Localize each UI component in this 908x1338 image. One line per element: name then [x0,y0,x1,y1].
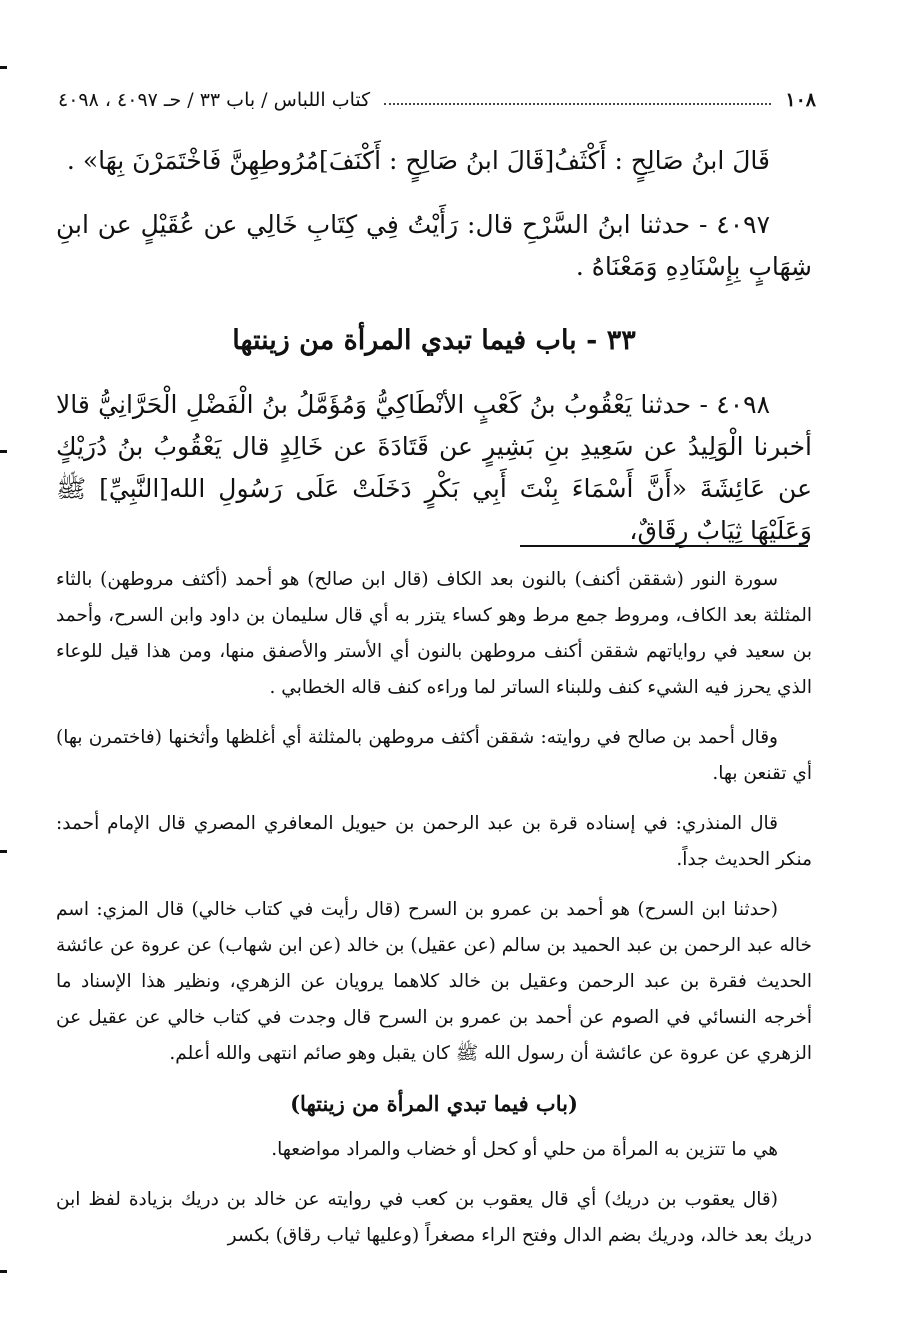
margin-mark [0,1270,7,1273]
main-paragraph: قَالَ ابنُ صَالِحٍ : أَكْثَفُ[قَالَ ابنُ صَالِحٍ : أَكْنَفَ]مُرُوطِهِنَّ فَاخْتَمَرْنَ بِهَا» . [66,146,770,175]
header-dot-leader [384,95,771,105]
commentary-paragraph: (حدثنا ابن السرح) هو أحمد بن عمرو بن السرح (قال رأيت في كتاب خالي) قال المزي: اسم خاله عبد الرحمن بن عبد الحميد بن سالم (عن عقيل) بن خالد (عن ابن شهاب) عن عروة عن عائشة الحديث فقرة بن عبد الرحمن وعقيل بن خالد كلاهما يرويان عن الزهري، ونظير هذا الإسناد ما أخرجه النسائي في الصوم عن أحمد بن عمرو بن السرح قال وجدت في كتاب خالي عن عقيل عن الزهري عن عروة عن عائشة أن رسول الله ﷺ كان يقبل وهو صائم انتهى والله أعلم. [56,899,812,1064]
main-text [56,140,812,552]
hadith-4097: ٤٠٩٧ - حدثنا ابنُ السَّرْحِ قال: رَأَيْتُ فِي كِتَابِ خَالِي عن عُقَيْلٍ عن ابنِ شِهَابٍ بِإِسْنَادِهِ وَمَعْنَاهُ . [56,210,812,281]
running-title: كتاب اللباس / باب ٣٣ / حـ ٤٠٩٧ ، ٤٠٩٨ [58,89,371,111]
commentary-paragraph: سورة النور (شققن أكنف) بالنون بعد الكاف (قال ابن صالح) هو أحمد (أكثف مروطهن) بالثاء المثلثة بعد الكاف، ومروط جمع مرط وهو كساء يتزر به أي قال سليمان بن داود وابن السرح، وأحمد بن سعيد في رواياتهم شققن أكنف مروطهن بالنون أي الأستر والأصفق منها، ومن هذا قيل للوعاء الذي يحرز فيه الشيء كنف وللبناء الساتر لما وراءه كنف قاله الخطابي . [56,569,812,698]
margin-mark [0,450,7,453]
commentary-paragraph: وقال أحمد بن صالح في روايته: شققن أكثف مروطهن بالمثلثة أي أغلظها وأثخنها (فاختمرن بها) أي تقنعن بها. [56,727,812,784]
commentary-paragraph: (قال يعقوب بن دريك) أي قال يعقوب بن كعب في روايته عن خالد بن دريك بزيادة لفظ ابن دريك بعد خالد، ودريك بضم الدال وفتح الراء مصغراً (وعليها ثياب رقاق) بكسر [56,1189,812,1246]
chapter-title: ٣٣ - باب فيما تبدي المرأة من زينتها [232,325,636,356]
page-header [58,86,816,114]
commentary [56,562,812,1268]
margin-mark [0,66,7,69]
commentary-subheading: (باب فيما تبدي المرأة من زينتها) [290,1091,578,1116]
commentary-paragraph: هي ما تتزين به المرأة من حلي أو كحل أو خضاب والمراد مواضعها. [271,1139,778,1160]
hadith-4098: ٤٠٩٨ - حدثنا يَعْقُوبُ بنُ كَعْبٍ الأنْطَاكِيُّ وَمُؤَمَّلُ بنُ الْفَضْلِ الْحَرَّانِيُّ قالا أخبرنا الْوَلِيدُ عن سَعِيدِ بنِ بَشِيرٍ عن قَتَادَةَ عن خَالِدٍ قال يَعْقُوبُ بنُ دُرَيْكٍ عن عَائِشَةَ «أَنَّ أَسْمَاءَ بِنْتَ أَبِي بَكْرٍ دَخَلَتْ عَلَى رَسُولِ الله[النَّبِيِّ] ﷺ وَعَلَيْهَا ثِيَابٌ رِقَاقٌ، [56,390,812,545]
page-number: ١٠٨ [785,89,816,111]
margin-mark [0,850,7,853]
footnote-divider [520,545,808,547]
commentary-paragraph: قال المنذري: في إسناده قرة بن عبد الرحمن بن حيويل المعافري المصري قال الإمام أحمد: منكر الحديث جداً. [56,813,812,870]
